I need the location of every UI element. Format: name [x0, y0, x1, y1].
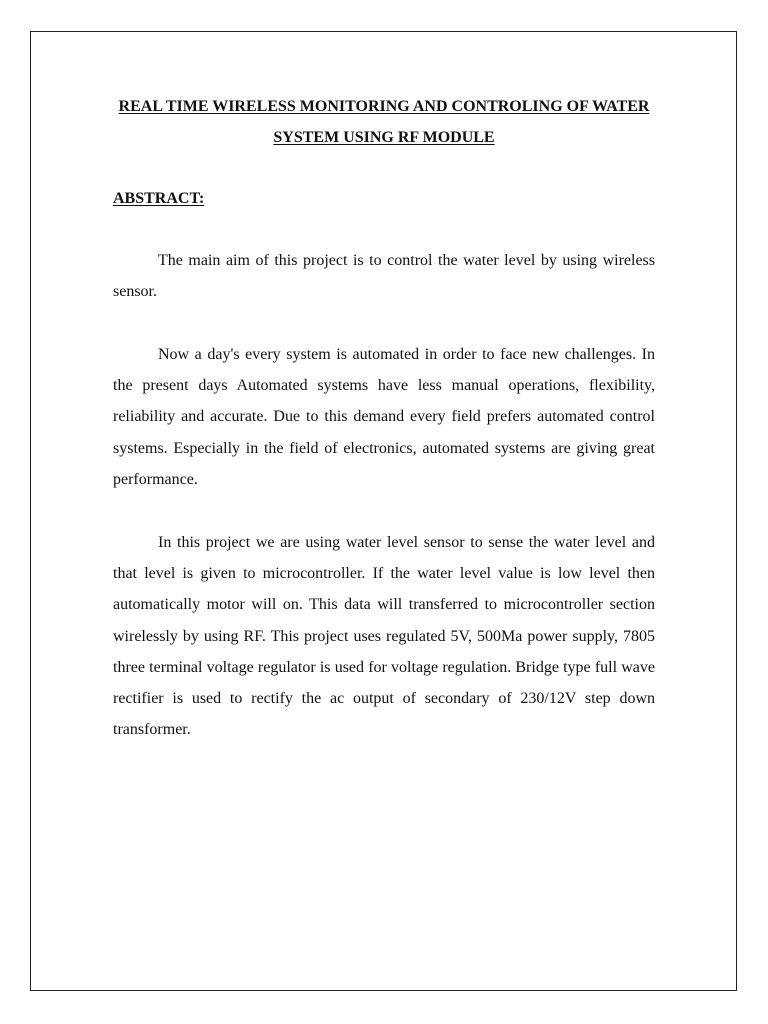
page-border	[30, 31, 737, 991]
abstract-heading: ABSTRACT:	[113, 190, 205, 207]
abstract-paragraph-3: In this project we are using water level sensor to sense the water level and that level is given to microcontroller. If the water level value is low level then automatically motor will on. This data will transferred to microcontroller section wirelessly by using RF. This project uses regulated 5V, 500Ma power supply, 7805 three terminal voltage regulator is used for voltage regulation. Bridge type full wave rectifier is used to rectify the ac output of secondary of 230/12V step down transformer.	[113, 534, 655, 739]
abstract-paragraph-1: The main aim of this project is to control the water level by using wireless sensor.	[113, 252, 655, 301]
document-title: REAL TIME WIRELESS MONITORING AND CONTROLING OF WATER SYSTEM USING RF MODULE	[118, 98, 650, 146]
abstract-paragraph-2: Now a day's every system is automated in order to face new challenges. In the present days Automated systems have less manual operations, flexibility, reliability and accurate. Due to this demand every field prefers automated control systems. Especially in the field of electronics, automated systems are giving great performance.	[113, 346, 655, 488]
